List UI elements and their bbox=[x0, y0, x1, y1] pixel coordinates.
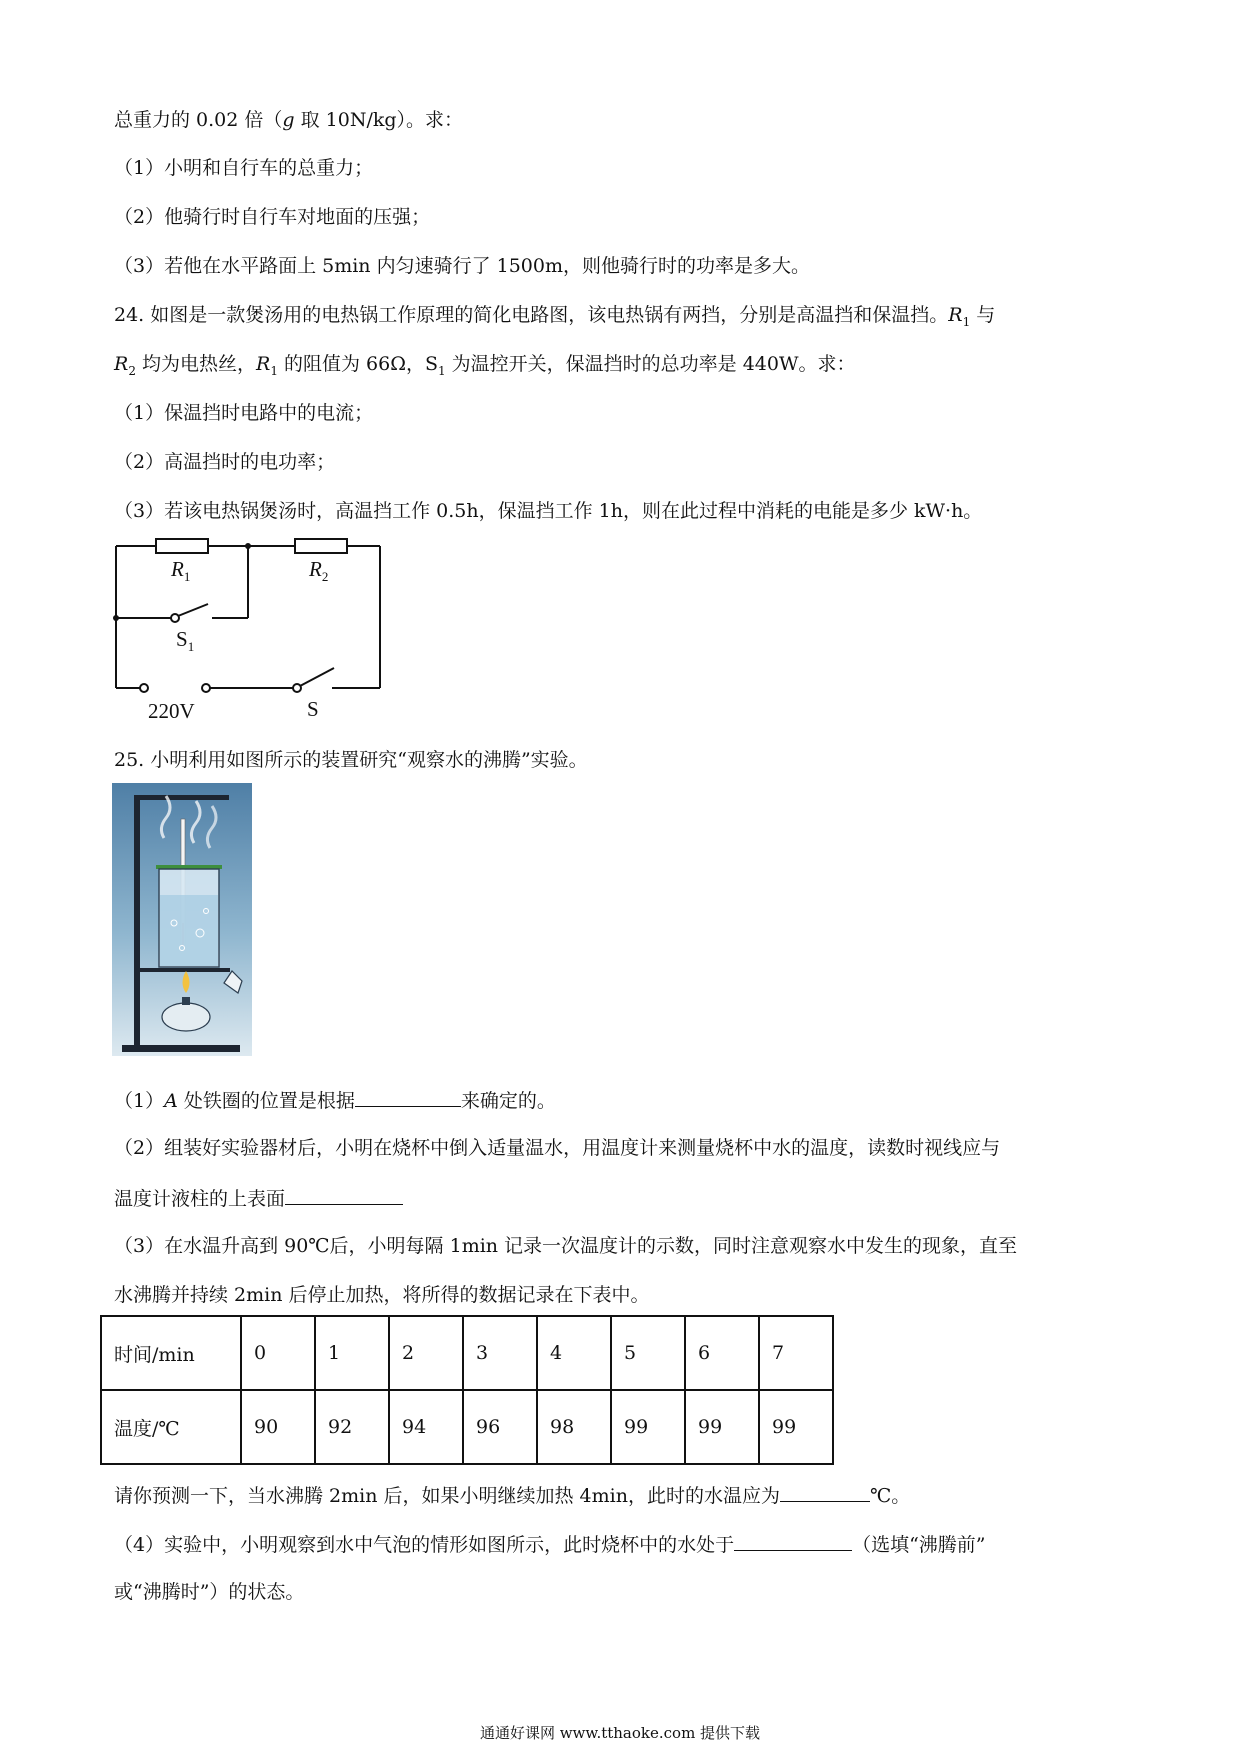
resistor-r1 bbox=[156, 539, 208, 553]
table-cell: 0 bbox=[241, 1316, 315, 1390]
answer-blank-2 bbox=[285, 1184, 403, 1205]
label-r1: R bbox=[171, 557, 184, 581]
answer-blank-4 bbox=[734, 1530, 852, 1551]
table-cell: 99 bbox=[685, 1390, 759, 1464]
label-r2: R bbox=[309, 557, 322, 581]
q25-intro: 25. 小明利用如图所示的装置研究“观察水的沸腾”实验。 bbox=[114, 749, 588, 771]
table-row bbox=[101, 1390, 833, 1464]
q25-sub2b: 温度计液柱的上表面 bbox=[114, 1184, 403, 1212]
table-cell: 99 bbox=[759, 1390, 833, 1464]
table-cell: 3 bbox=[463, 1316, 537, 1390]
q23-tail: 总重力的 0.02 倍（g 取 10N/kg）。求： bbox=[114, 109, 464, 131]
q24-line1: 24. 如图是一款煲汤用的电热锅工作原理的简化电路图，该电热锅有两挡，分别是高温挡和保温挡。$R_1$ 与 bbox=[114, 304, 996, 329]
table-cell: 92 bbox=[315, 1390, 389, 1464]
table-cell: 6 bbox=[685, 1316, 759, 1390]
junction-left bbox=[113, 615, 119, 621]
page-footer: 通通好课网 www.tthaoke.com 提供下载 bbox=[479, 1724, 761, 1742]
svg-text:R2: $R_2$ bbox=[309, 557, 329, 584]
q23-sub3: （3）若他在水平路面上 5min 内匀速骑行了 1500m，则他骑行时的功率是多大。 bbox=[114, 255, 810, 277]
switch-s1-blade bbox=[178, 604, 208, 616]
stand-rod bbox=[134, 795, 140, 1047]
q23-sub1: （1）小明和自行车的总重力； bbox=[114, 157, 374, 179]
table-cell: 2 bbox=[389, 1316, 463, 1390]
table-cell: 时间/min bbox=[101, 1316, 241, 1390]
q24-sub2: （2）高温挡时的电功率； bbox=[114, 451, 336, 473]
table-cell: 5 bbox=[611, 1316, 685, 1390]
stand-top-arm bbox=[134, 795, 229, 800]
q24-sub1: （1）保温挡时电路中的电流； bbox=[114, 402, 374, 424]
svg-text:R1: $R_1$ bbox=[171, 557, 191, 584]
table-cell: 98 bbox=[537, 1390, 611, 1464]
temperature-data-table bbox=[100, 1315, 834, 1465]
table-cell: 90 bbox=[241, 1390, 315, 1464]
table-cell: 94 bbox=[389, 1390, 463, 1464]
table-cell: 温度/℃ bbox=[101, 1390, 241, 1464]
junction-top bbox=[245, 543, 251, 549]
q25-sub3b: 水沸腾并持续 2min 后停止加热，将所得的数据记录在下表中。 bbox=[114, 1284, 650, 1306]
q25-sub2a: （2）组装好实验器材后，小明在烧杯中倒入适量温水，用温度计来测量烧杯中水的温度，读数时视线应与 bbox=[114, 1137, 1001, 1159]
switch-s-blade bbox=[300, 668, 334, 686]
label-voltage: 220V bbox=[148, 699, 195, 723]
table-row bbox=[101, 1316, 833, 1390]
q25-predict: 请你预测一下，当水沸腾 2min 后，如果小明继续加热 4min，此时的水温应为 ℃。 bbox=[114, 1481, 910, 1509]
boiling-apparatus-image bbox=[112, 783, 252, 1056]
label-s: S bbox=[307, 697, 319, 721]
q25-sub4a: （4）实验中，小明观察到水中气泡的情形如图所示，此时烧杯中的水处于 （选填“沸腾前” bbox=[114, 1530, 986, 1558]
q25-sub4b: 或“沸腾时”）的状态。 bbox=[114, 1581, 305, 1603]
resistor-r2 bbox=[295, 539, 347, 553]
answer-blank-3 bbox=[780, 1481, 870, 1502]
svg-text:S1: $S_1$ bbox=[176, 627, 195, 654]
circuit-diagram bbox=[108, 536, 388, 726]
table-cell: 1 bbox=[315, 1316, 389, 1390]
q24-sub3: （3）若该电热锅煲汤时，高温挡工作 0.5h，保温挡工作 1h，则在此过程中消耗的电能是多少 kW·h。 bbox=[114, 500, 983, 522]
answer-blank-1 bbox=[355, 1086, 461, 1107]
alcohol-lamp bbox=[162, 1003, 210, 1031]
terminal-right bbox=[202, 684, 210, 692]
q25-sub1: （1）A 处铁圈的位置是根据 来确定的。 bbox=[114, 1086, 556, 1114]
label-s1: S bbox=[176, 627, 188, 651]
table-cell: 4 bbox=[537, 1316, 611, 1390]
q24-line2: $R_2$ 均为电热丝，$R_1$ 的阻值为 66Ω，$S_1$ 为温控开关，保温挡时的总功率是 440W。求： bbox=[114, 353, 856, 378]
table-cell: 96 bbox=[463, 1390, 537, 1464]
q25-sub3a: （3）在水温升高到 90℃后，小明每隔 1min 记录一次温度计的示数，同时注意观察水中发生的现象，直至 bbox=[114, 1235, 1018, 1257]
table-cell: 7 bbox=[759, 1316, 833, 1390]
q23-sub2: （2）他骑行时自行车对地面的压强； bbox=[114, 206, 431, 228]
iron-ring-a bbox=[134, 968, 230, 972]
terminal-left bbox=[140, 684, 148, 692]
table-cell: 99 bbox=[611, 1390, 685, 1464]
